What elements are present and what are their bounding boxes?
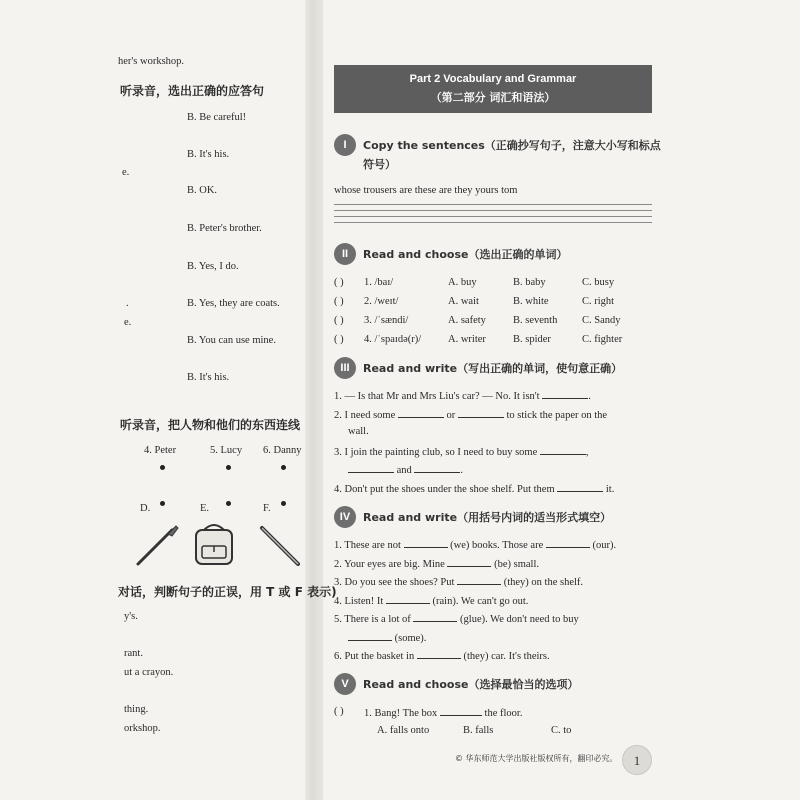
phonetic-question: 4. /ˈspaɪdə(r)/ [364, 334, 422, 345]
choice-c: C. busy [582, 277, 615, 288]
match-dot[interactable] [226, 465, 231, 470]
answer-option: B. Peter's brother. [187, 223, 262, 234]
section-title: Read and choose（选出正确的单词） [363, 248, 568, 261]
answer-bracket[interactable]: ( ) [334, 296, 344, 307]
match-dot[interactable] [160, 501, 165, 506]
section-number-badge: I [334, 134, 356, 156]
item-letter: F. [263, 503, 271, 514]
phonetic-question: 1. /baɪ/ [364, 277, 394, 288]
choice-b: B. seventh [513, 315, 558, 326]
phonetic-question: 3. /ˈsændi/ [364, 315, 409, 326]
left-fragment: thing. [124, 704, 149, 715]
section-title: Read and write（写出正确的单词，使句意正确） [363, 362, 623, 375]
answer-option: B. Yes, they are coats. [187, 298, 280, 309]
person-label: 5. Lucy [210, 445, 243, 456]
choice-a: A. buy [448, 277, 477, 288]
banner-subtitle: （第二部分 词汇和语法） [430, 91, 556, 104]
choice-a: A. falls onto [377, 725, 430, 736]
left-heading-1: 听录音，选出正确的应答句 [120, 84, 265, 98]
question-line: 3. Do you see the shoes? Put (they) on the shelf. [334, 577, 584, 588]
left-fragment: rant. [124, 648, 143, 659]
section-number-badge: V [334, 673, 356, 695]
answer-option: B. It's his. [187, 372, 230, 383]
person-label: 4. Peter [144, 445, 177, 456]
paintbrush-icon [132, 522, 180, 570]
question-line-continued: and . [348, 463, 463, 476]
section-number-badge: II [334, 243, 356, 265]
left-fragment: e. [122, 167, 130, 178]
part-banner [334, 65, 652, 113]
writing-line[interactable] [334, 210, 652, 211]
answer-option: B. OK. [187, 185, 218, 196]
answer-option: B. Yes, I do. [187, 261, 239, 272]
choice-c: C. Sandy [582, 315, 621, 326]
answer-option: B. It's his. [187, 149, 230, 160]
item-letter: D. [140, 503, 151, 514]
left-top-fragment: her's workshop. [118, 56, 185, 67]
person-label: 6. Danny [263, 445, 302, 456]
answer-blank[interactable] [348, 631, 392, 641]
section-title: Read and choose（选择最恰当的选项） [363, 678, 579, 691]
page-number: 1 [622, 745, 652, 775]
question-line: 2. Your eyes are big. Mine (be) small. [334, 559, 539, 570]
left-fragment: . [126, 298, 129, 309]
schoolbag-icon [188, 518, 240, 570]
answer-blank[interactable] [440, 706, 482, 716]
answer-blank[interactable] [557, 482, 603, 492]
answer-bracket[interactable]: ( ) [334, 315, 344, 326]
answer-option: B. Be careful! [187, 112, 247, 123]
answer-blank[interactable] [413, 612, 457, 622]
writing-line[interactable] [334, 216, 652, 217]
answer-bracket[interactable]: ( ) [334, 706, 344, 717]
match-dot[interactable] [226, 501, 231, 506]
answer-blank[interactable] [417, 649, 461, 659]
section-title: Read and write（用括号内词的适当形式填空） [363, 511, 612, 524]
choice-b: B. white [513, 296, 549, 307]
section-3-header [334, 357, 652, 379]
left-heading-2: 听录音，把人物和他们的东西连线 [120, 418, 301, 432]
choice-a: A. wait [448, 296, 479, 307]
choice-a: A. writer [448, 334, 486, 345]
question-line: 1. Bang! The box the floor. [364, 708, 523, 719]
choice-b: B. spider [513, 334, 551, 345]
left-fragment: ut a crayon. [124, 667, 174, 678]
section-title: Copy the sentences（正确抄写句子，注意大小写和标点 [363, 139, 661, 152]
copy-sentence: whose trousers are these are they yours tom [334, 185, 518, 196]
choice-c: C. to [551, 725, 572, 736]
choice-b: B. falls [463, 725, 494, 736]
question-line: 4. Don't put the shoes under the shoe shelf. Put them it. [334, 484, 615, 495]
section-5-header [334, 673, 652, 695]
choice-a: A. safety [448, 315, 486, 326]
question-line: 4. Listen! It (rain). We can't go out. [334, 596, 529, 607]
answer-blank[interactable] [540, 445, 586, 455]
match-dot[interactable] [281, 465, 286, 470]
choice-b: B. baby [513, 277, 546, 288]
left-fragment: y's. [124, 611, 138, 622]
answer-bracket[interactable]: ( ) [334, 334, 344, 345]
section-number-badge: III [334, 357, 356, 379]
answer-blank[interactable] [386, 594, 430, 604]
question-line: 6. Put the basket in (they) car. It's theirs. [334, 651, 550, 662]
answer-bracket[interactable]: ( ) [334, 277, 344, 288]
match-dot[interactable] [281, 501, 286, 506]
answer-blank[interactable] [542, 389, 588, 399]
question-line: 3. I join the painting club, so I need to buy some , [334, 447, 589, 458]
writing-line[interactable] [334, 222, 652, 223]
copyright-note: © 华东师范大学出版社版权所有，翻印必究。 [455, 754, 618, 763]
answer-blank[interactable] [414, 463, 460, 473]
book-gutter [305, 0, 323, 800]
answer-blank[interactable] [404, 538, 448, 548]
question-line-continued: wall. [348, 426, 369, 437]
section-1-header [334, 134, 661, 156]
section-4-header [334, 506, 652, 528]
answer-blank[interactable] [458, 408, 504, 418]
left-fragment: e. [124, 317, 132, 328]
question-line-continued: (some). [348, 631, 426, 644]
answer-blank[interactable] [457, 575, 501, 585]
phonetic-question: 2. /weɪt/ [364, 296, 399, 307]
item-letter: E. [200, 503, 210, 514]
left-fragment: orkshop. [124, 723, 161, 734]
left-heading-3: 对话，判断句子的正误，用 T 或 F 表示) [118, 585, 337, 599]
match-dot[interactable] [160, 465, 165, 470]
writing-line[interactable] [334, 204, 652, 205]
question-line: 2. I need some or to stick the paper on the [334, 410, 608, 421]
answer-blank[interactable] [447, 557, 491, 567]
answer-blank[interactable] [348, 463, 394, 473]
section-2-header [334, 243, 652, 265]
section-number-badge: IV [334, 506, 356, 528]
section-title-continued: 符号） [363, 158, 396, 171]
question-line: 1. These are not (we) books. Those are (our). [334, 540, 617, 551]
banner-title: Part 2 Vocabulary and Grammar [409, 73, 577, 85]
answer-option: B. You can use mine. [187, 335, 276, 346]
choice-c: C. fighter [582, 334, 623, 345]
answer-blank[interactable] [398, 408, 444, 418]
answer-blank[interactable] [546, 538, 590, 548]
pencil-icon [258, 524, 304, 570]
question-line: 1. — Is that Mr and Mrs Liu's car? — No. It isn't . [334, 391, 591, 402]
question-line: 5. There is a lot of (glue). We don't need to buy [334, 614, 579, 625]
choice-c: C. right [582, 296, 615, 307]
